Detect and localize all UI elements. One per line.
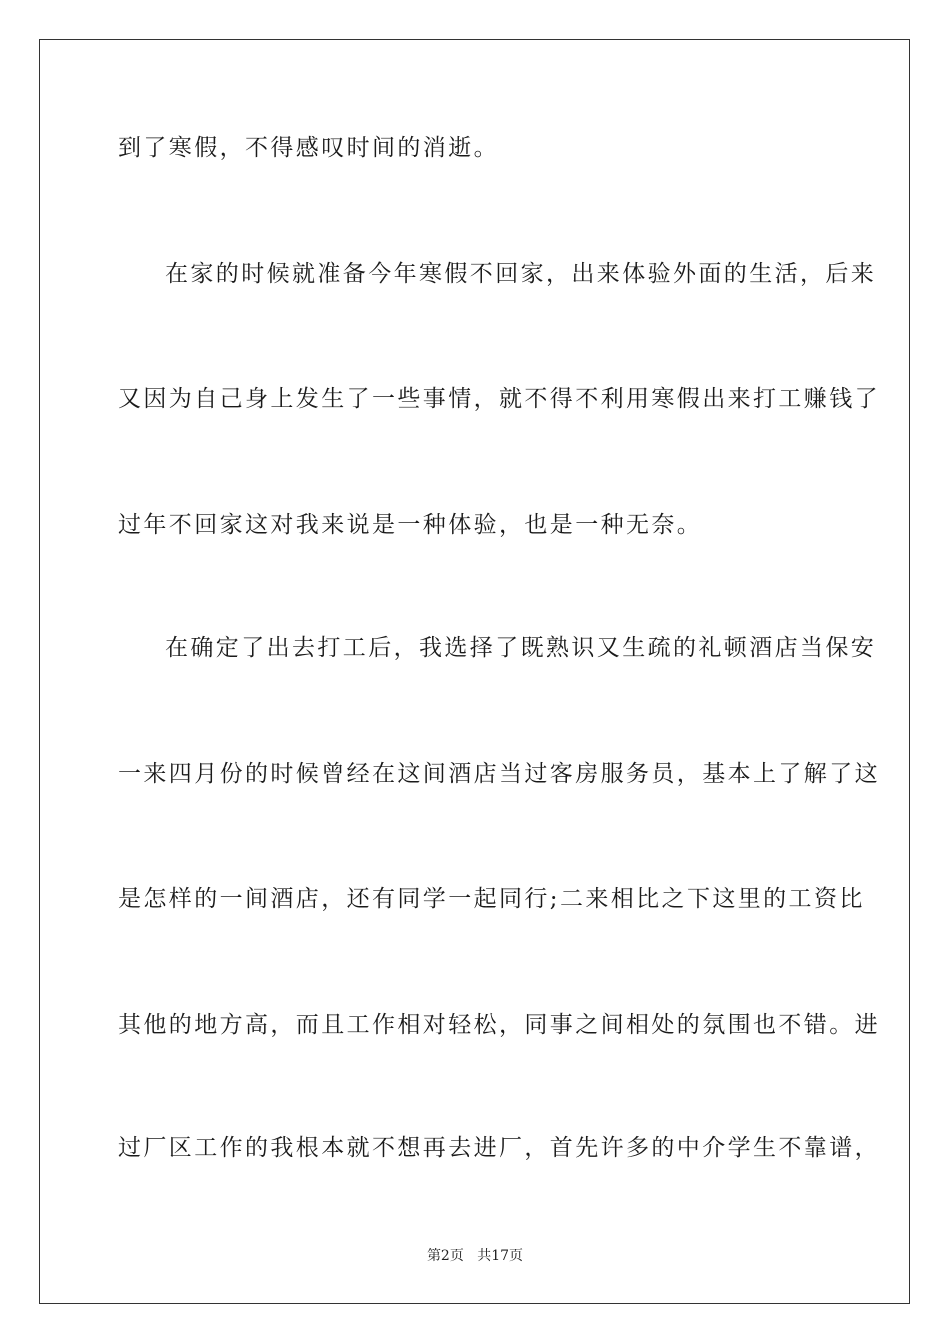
paragraph-line: 过年不回家这对我来说是一种体验，也是一种无奈。 <box>118 512 703 538</box>
page-border <box>39 39 910 1304</box>
paragraph-line: 到了寒假，不得感叹时间的消逝。 <box>118 135 499 161</box>
paragraph-line: 一来四月份的时候曾经在这间酒店当过客房服务员，基本上了解了这 <box>118 761 880 787</box>
paragraph-line: 过厂区工作的我根本就不想再去进厂，首先许多的中介学生不靠谱， <box>118 1135 880 1161</box>
page-total: 共17页 <box>477 1248 524 1264</box>
page-number: 第2页 <box>426 1248 464 1264</box>
paragraph-line: 是怎样的一间酒店，还有同学一起同行;二来相比之下这里的工资比 <box>118 886 865 912</box>
paragraph-line: 在家的时候就准备今年寒假不回家，出来体验外面的生活，后来 <box>165 261 877 287</box>
paragraph-line: 在确定了出去打工后，我选择了既熟识又生疏的礼顿酒店当保安 <box>165 635 877 661</box>
page-footer <box>0 1247 950 1265</box>
paragraph-line: 又因为自己身上发生了一些事情，就不得不利用寒假出来打工赚钱了 <box>118 386 880 412</box>
paragraph-line: 其他的地方高，而且工作相对轻松，同事之间相处的氛围也不错。进 <box>118 1012 880 1038</box>
